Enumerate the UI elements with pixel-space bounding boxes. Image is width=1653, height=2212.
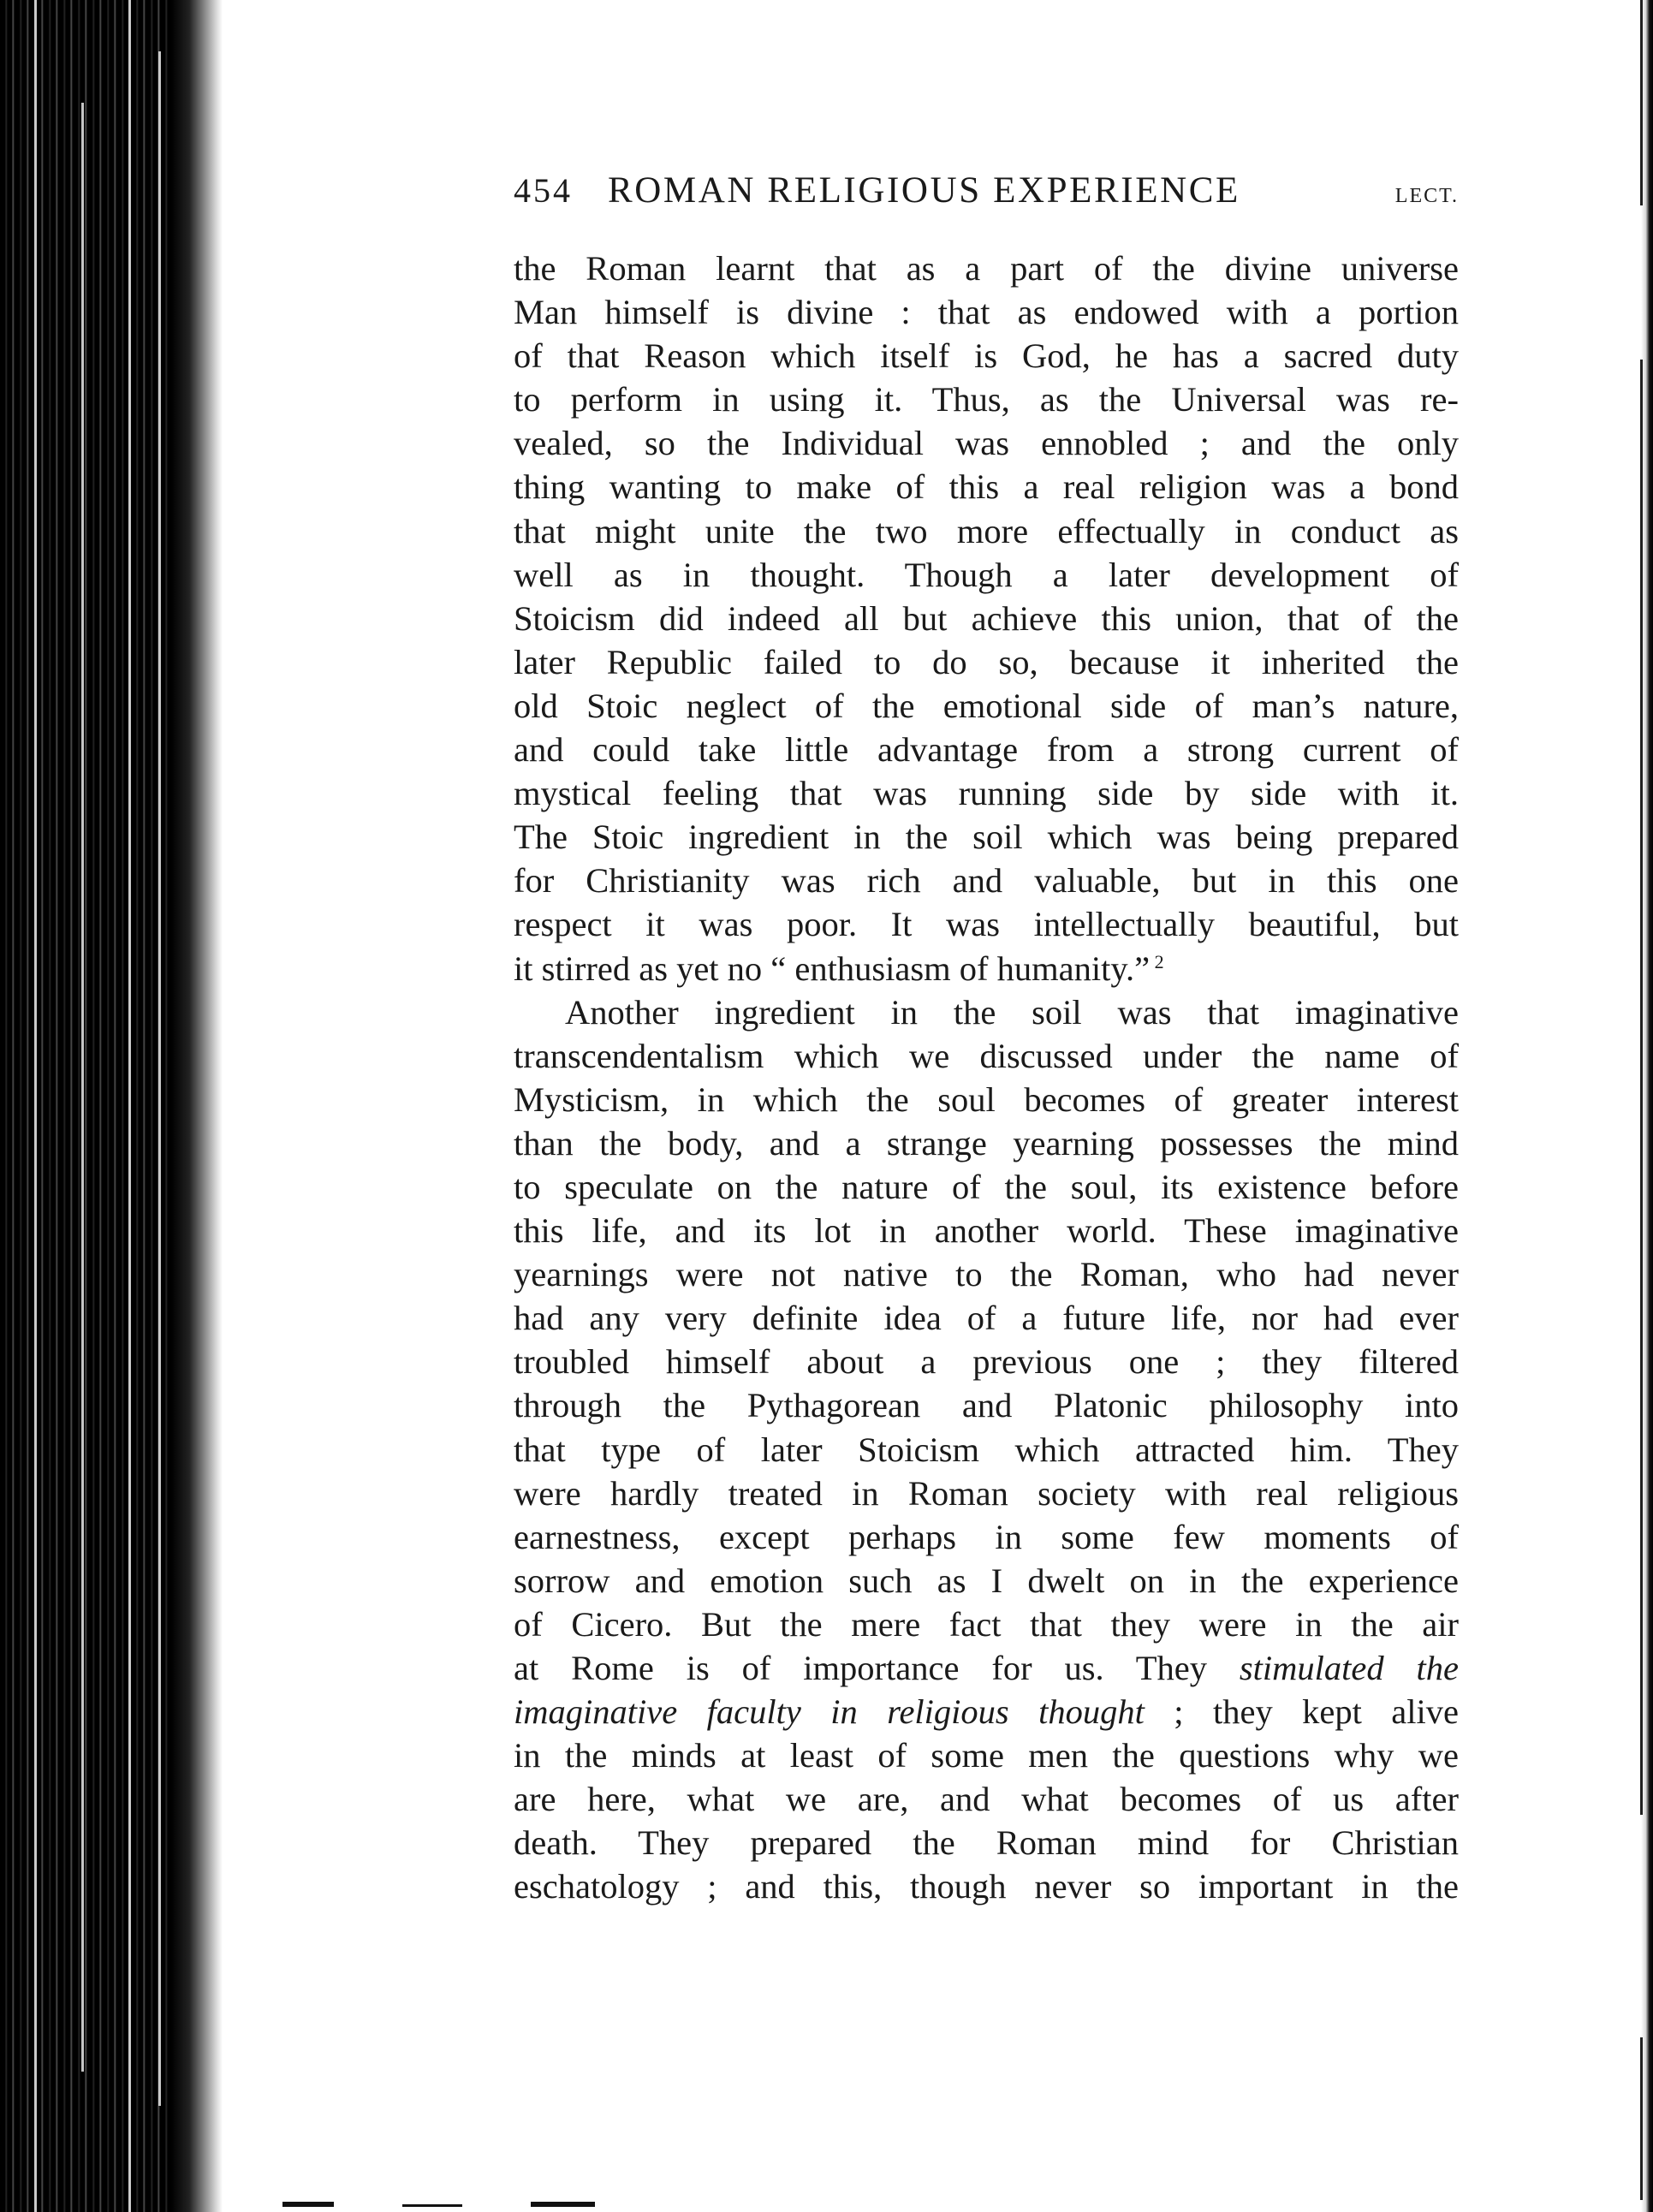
text-line: to speculate on the nature of the soul, its existence before — [514, 1167, 1459, 1206]
text-line: of that Reason which itself is God, he has a sacred duty — [514, 336, 1459, 376]
text-line — [514, 1690, 1459, 1733]
running-head — [514, 169, 1459, 221]
text-line: to perform in using it. Thus, as the Universal was re- — [514, 380, 1459, 419]
text-line: thing wanting to make of this a real religion was a bond — [514, 467, 1459, 507]
text-line: this life, and its lot in another world. These imaginative — [514, 1211, 1459, 1251]
body-text — [514, 247, 1459, 1909]
running-lect: LECT. — [1394, 185, 1459, 207]
text-line: eschatology ; and this, though never so important in the — [514, 1867, 1459, 1906]
text-line: and could take little advantage from a strong current of — [514, 730, 1459, 770]
footnote-number: 2 — [1154, 950, 1164, 972]
text-line: Stoicism did indeed all but achieve this union, that of the — [514, 598, 1459, 638]
text-line: Mysticism, in which the soul becomes of greater interest — [514, 1079, 1459, 1119]
text-line: later Republic failed to do so, because it inherited the — [514, 642, 1459, 681]
text-line: troubled himself about a previous one ; they filtered — [514, 1342, 1459, 1382]
text-segment: ; they kept alive — [1144, 1692, 1459, 1732]
right-page-edge — [1641, 0, 1653, 2212]
text-line: old Stoic neglect of the emotional side of man’s nature, — [514, 686, 1459, 725]
paragraph-2 — [514, 990, 1459, 1909]
text-line: vealed, so the Individual was ennobled ; and the only — [514, 424, 1459, 463]
right-edge-mark — [1640, 2037, 1643, 2200]
text-line: the Roman learnt that as a part of the divine universe — [514, 249, 1459, 288]
text-line: had any very definite idea of a future life, nor had ever — [514, 1299, 1459, 1338]
right-edge-mark — [1640, 360, 1643, 1815]
text-line: that type of later Stoicism which attracted him. They — [514, 1430, 1459, 1469]
binding-streak — [81, 103, 84, 2072]
running-title: ROMAN RELIGIOUS EXPERIENCE — [608, 170, 1240, 211]
text-line: transcendentalism which we discussed under the name of — [514, 1036, 1459, 1075]
text-line: death. They prepared the Roman mind for Christian — [514, 1823, 1459, 1863]
binding-edge-gradient — [171, 0, 223, 2212]
text-line: Man himself is divine : that as endowed with a portion — [514, 293, 1459, 332]
text-line: yearnings were not native to the Roman, who had never — [514, 1255, 1459, 1294]
italic-segment: imaginative faculty in religious thought — [514, 1692, 1145, 1732]
text-line: respect it was poor. It was intellectually beautiful, but — [514, 905, 1459, 944]
text-line: The Stoic ingredient in the soil which was being prepared — [514, 818, 1459, 857]
text-line: that might unite the two more effectually in conduct as — [514, 511, 1459, 550]
text-line: than the body, and a strange yearning possesses the mind — [514, 1123, 1459, 1162]
right-edge-mark — [1640, 0, 1643, 205]
italic-segment: stimulated the — [1239, 1649, 1459, 1687]
text-line: are here, what we are, and what becomes of us after — [514, 1780, 1459, 1819]
text-line: Another ingredient in the soil was that imaginative — [565, 992, 1459, 1032]
text-line: mystical feeling that was running side by side with it. — [514, 774, 1459, 813]
bottom-scan-mark — [531, 2202, 595, 2207]
paragraph-1 — [514, 247, 1459, 990]
text-line — [514, 947, 1459, 990]
page-binding-shadow — [0, 0, 197, 2212]
text-line: through the Pythagorean and Platonic philosophy into — [514, 1386, 1459, 1425]
text-line: for Christianity was rich and valuable, but in this one — [514, 861, 1459, 901]
binding-streak — [128, 0, 131, 2212]
text-line: earnestness, except perhaps in some few moments of — [514, 1517, 1459, 1556]
text-line-content: it stirred as yet no “ enthusiasm of humanity.” — [514, 948, 1151, 988]
binding-streak — [158, 51, 161, 2106]
text-segment: at Rome is of importance for us. They — [514, 1649, 1240, 1687]
text-line: well as in thought. Though a later development of — [514, 555, 1459, 594]
text-line: in the minds at least of some men the questions why we — [514, 1736, 1459, 1775]
binding-streak — [34, 0, 37, 2212]
bottom-scan-mark — [402, 2204, 462, 2207]
text-line: were hardly treated in Roman society with real religious — [514, 1473, 1459, 1513]
bottom-scan-mark — [282, 2202, 334, 2207]
page-number: 454 — [514, 171, 573, 210]
text-line: of Cicero. But the mere fact that they were in the air — [514, 1604, 1459, 1644]
footnote-reference[interactable] — [1150, 951, 1164, 972]
text-line: sorrow and emotion such as I dwelt on in the experience — [514, 1561, 1459, 1600]
text-line — [514, 1646, 1459, 1690]
